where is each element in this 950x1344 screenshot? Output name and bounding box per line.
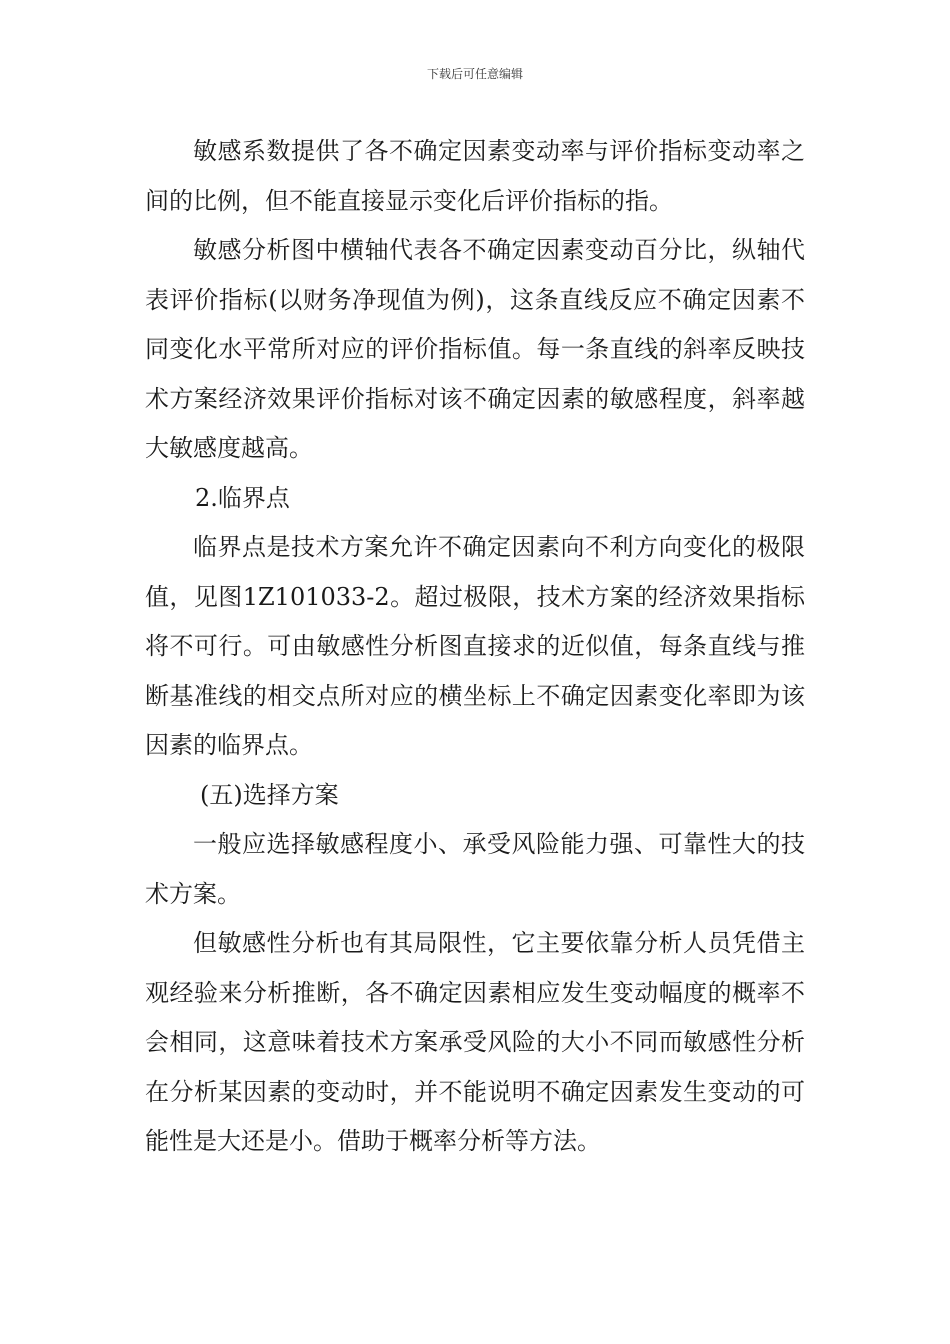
page-header: 下载后可任意编辑 [426,67,523,81]
paragraph-limitations: 但敏感性分析也有其局限性，它主要依靠分析人员凭借主观经验来分析推断，各不确定因素相应发生变动幅度的概率不会相同，这意味着技术方案承受风险的大小不同而敏感性分析在分析某因素的变动时，并不能说明不确定因素发生变动的可能性是大还是小。借助于概率分析等方法。 [145,929,805,1155]
heading-critical-point: 2.临界点 [195,483,290,512]
paragraph-sensitivity-chart: 敏感分析图中横轴代表各不确定因素变动百分比，纵轴代表评价指标(以财务净现值为例)，这条直线反应不确定因素不同变化水平常所对应的评价指标值。每一条直线的斜率反映技术方案经济效果评价指标对该不确定因素的敏感程度，斜率越大敏感度越高。 [145,236,805,462]
document-body [145,127,805,1167]
heading-choose-plan: (五)选择方案 [200,780,339,809]
paragraph-sensitivity-coefficient: 敏感系数提供了各不确定因素变动率与评价指标变动率之间的比例，但不能直接显示变化后评价指标的指。 [145,137,805,215]
paragraph-choose-plan: 一般应选择敏感程度小、承受风险能力强、可靠性大的技术方案。 [145,830,805,908]
paragraph-critical-point: 临界点是技术方案允许不确定因素向不利方向变化的极限值，见图1Z101033-2。超过极限，技术方案的经济效果指标将不可行。可由敏感性分析图直接求的近似值，每条直线与推断基准线的相交点所对应的横坐标上不确定因素变化率即为该因素的临界点。 [145,533,805,759]
